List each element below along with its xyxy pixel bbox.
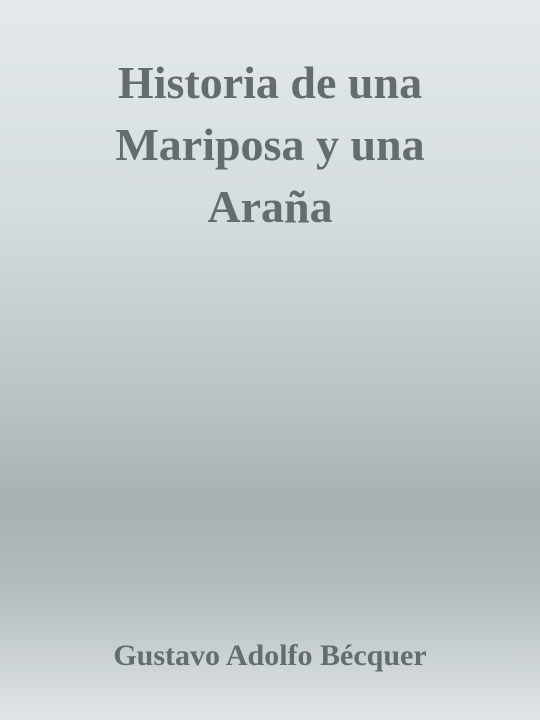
book-title — [20, 52, 520, 238]
book-title-line: Mariposa y una — [115, 119, 425, 170]
book-title-line: Araña — [207, 181, 333, 232]
book-author: Gustavo Adolfo Bécquer — [113, 639, 427, 672]
book-title-line: Historia de una — [117, 57, 423, 108]
